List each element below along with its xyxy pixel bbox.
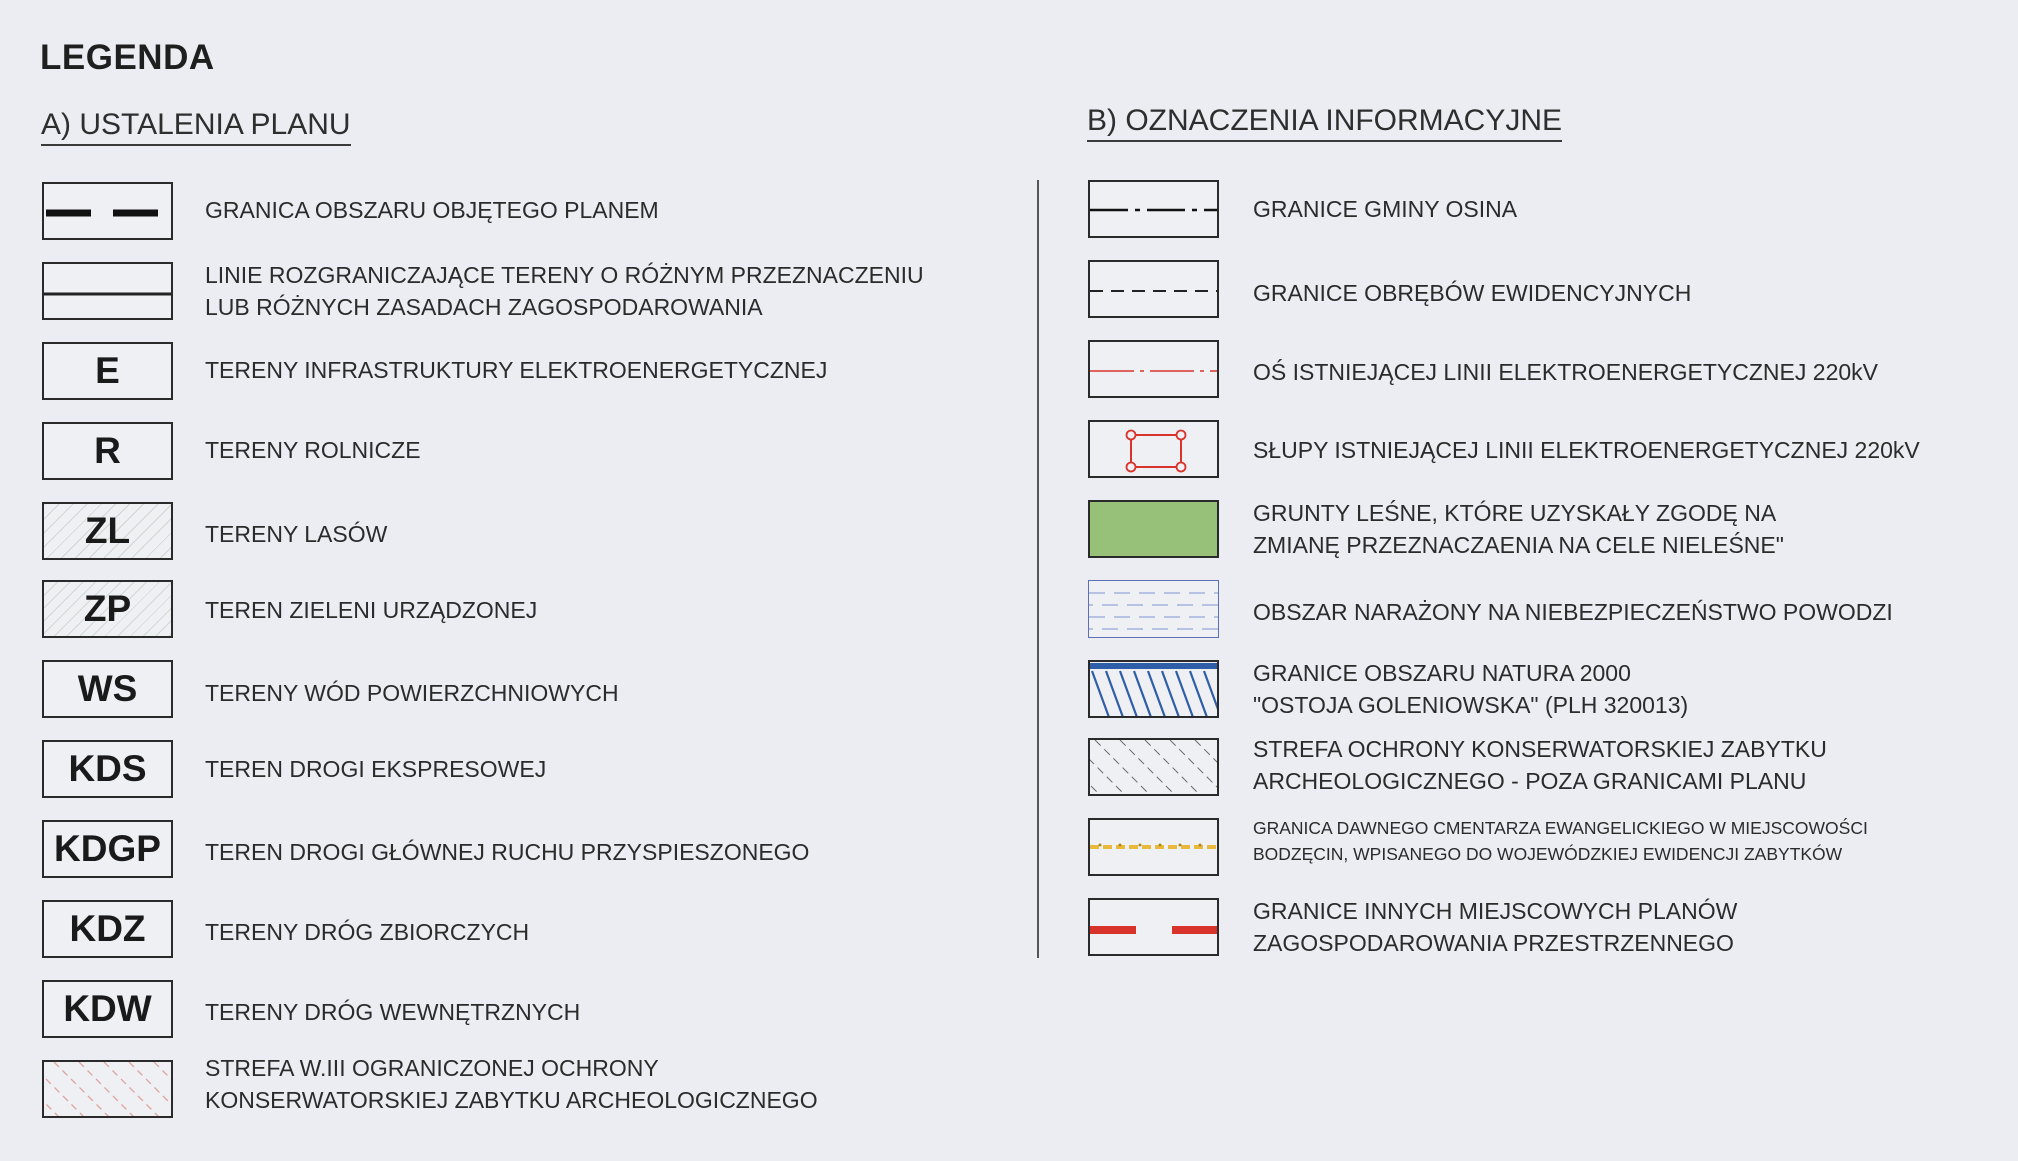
symbol-flood-risk bbox=[1088, 580, 1219, 638]
label-forests: TERENY LASÓW bbox=[205, 521, 388, 547]
label-internal-roads: TERENY DRÓG WEWNĘTRZNYCH bbox=[205, 999, 581, 1025]
label-expressway: TEREN DROGI EKSPRESOWEJ bbox=[205, 756, 547, 782]
label-power-pylons: SŁUPY ISTNIEJĄCEJ LINII ELEKTROENERGETYCZNEJ 220kV bbox=[1253, 437, 1920, 463]
symbol-cemetery-boundary bbox=[1088, 818, 1219, 876]
symbol-forest-conversion bbox=[1088, 500, 1219, 558]
symbol-code-kdz bbox=[42, 900, 173, 958]
zone-code: KDS bbox=[68, 748, 147, 789]
symbol-plan-boundary bbox=[42, 182, 173, 240]
symbol-other-plans-boundary bbox=[1088, 898, 1219, 956]
label-energy-infrastructure: TERENY INFRASTRUKTURY ELEKTROENERGETYCZNEJ bbox=[205, 357, 828, 383]
zone-code: R bbox=[94, 430, 121, 471]
section-b-heading: B) OZNACZENIA INFORMACYJNE bbox=[1087, 104, 1562, 142]
label-collector-roads: TERENY DRÓG ZBIORCZYCH bbox=[205, 919, 530, 945]
column-divider bbox=[1037, 180, 1039, 958]
label-precinct-boundary: GRANICE OBRĘBÓW EWIDENCYJNYCH bbox=[1253, 280, 1692, 306]
symbol-power-pylons bbox=[1088, 420, 1219, 478]
label-natura-2000: GRANICE OBSZARU NATURA 2000 "OSTOJA GOLENIOWSKA" (PLH 320013) bbox=[1253, 660, 1689, 718]
label-flood-risk: OBSZAR NARAŻONY NA NIEBEZPIECZEŃSTWO POWODZI bbox=[1253, 599, 1893, 625]
label-archaeology-zone-w3: STREFA W.III OGRANICZONEJ OCHRONY KONSERWATORSKIEJ ZABYTKU ARCHEOLOGICZNEGO bbox=[205, 1055, 818, 1113]
symbol-code-zl bbox=[42, 502, 173, 560]
symbol-code-kdw bbox=[42, 980, 173, 1038]
zone-code: KDW bbox=[63, 988, 152, 1029]
zone-code: ZL bbox=[84, 510, 131, 551]
symbol-archaeology-zone-w3 bbox=[42, 1060, 173, 1118]
section-a-heading: A) USTALENIA PLANU bbox=[41, 108, 351, 146]
label-archaeology-outside-plan: STREFA OCHRONY KONSERWATORSKIEJ ZABYTKU ARCHEOLOGICZNEGO - POZA GRANICAMI PLANU bbox=[1253, 736, 1827, 794]
legend-title: LEGENDA bbox=[40, 38, 215, 77]
label-surface-waters: TERENY WÓD POWIERZCHNIOWYCH bbox=[205, 680, 619, 706]
symbol-code-ws bbox=[42, 660, 173, 718]
label-plan-boundary: GRANICA OBSZARU OBJĘTEGO PLANEM bbox=[205, 197, 659, 223]
zone-code: ZP bbox=[83, 588, 132, 629]
symbol-archaeology-outside-plan bbox=[1088, 738, 1219, 796]
symbol-code-kds bbox=[42, 740, 173, 798]
zone-code: KDGP bbox=[54, 828, 161, 869]
symbol-commune-boundary bbox=[1088, 180, 1219, 238]
symbol-natura-2000 bbox=[1088, 660, 1219, 718]
label-agricultural: TERENY ROLNICZE bbox=[205, 437, 421, 463]
label-forest-conversion: GRUNTY LEŚNE, KTÓRE UZYSKAŁY ZGODĘ NA ZMIANĘ PRZEZNACZAENIA NA CELE NIELEŚNE" bbox=[1253, 500, 1784, 558]
symbol-code-kdgp bbox=[42, 820, 173, 878]
symbol-precinct-boundary bbox=[1088, 260, 1219, 318]
zone-code: WS bbox=[77, 668, 138, 709]
symbol-demarcation-line bbox=[42, 262, 173, 320]
zone-code: E bbox=[95, 350, 120, 391]
zone-code: KDZ bbox=[69, 908, 146, 949]
label-commune-boundary: GRANICE GMINY OSINA bbox=[1253, 196, 1518, 222]
label-other-plans-boundary: GRANICE INNYCH MIEJSCOWYCH PLANÓW ZAGOSPODAROWANIA PRZESTRZENNEGO bbox=[1253, 898, 1738, 956]
symbol-code-zp bbox=[42, 580, 173, 638]
symbol-code-e bbox=[42, 342, 173, 400]
symbol-power-line-axis bbox=[1088, 340, 1219, 398]
label-main-accelerated-road: TEREN DROGI GŁÓWNEJ RUCHU PRZYSPIESZONEGO bbox=[205, 839, 810, 865]
symbol-code-r bbox=[42, 422, 173, 480]
label-greenery: TEREN ZIELENI URZĄDZONEJ bbox=[205, 597, 538, 623]
label-demarcation-line: LINIE ROZGRANICZAJĄCE TERENY O RÓŻNYM PRZEZNACZENIU LUB RÓŻNYCH ZASADACH ZAGOSPODAROWANIA bbox=[205, 262, 924, 320]
label-power-line-axis: OŚ ISTNIEJĄCEJ LINII ELEKTROENERGETYCZNEJ 220kV bbox=[1253, 359, 1878, 385]
label-cemetery-boundary: GRANICA DAWNEGO CMENTARZA EWANGELICKIEGO W MIEJSCOWOŚCI BODZĘCIN, WPISANEGO DO WOJEWÓDZKIEJ EWIDENCJI ZABYTKÓW bbox=[1253, 818, 1868, 864]
